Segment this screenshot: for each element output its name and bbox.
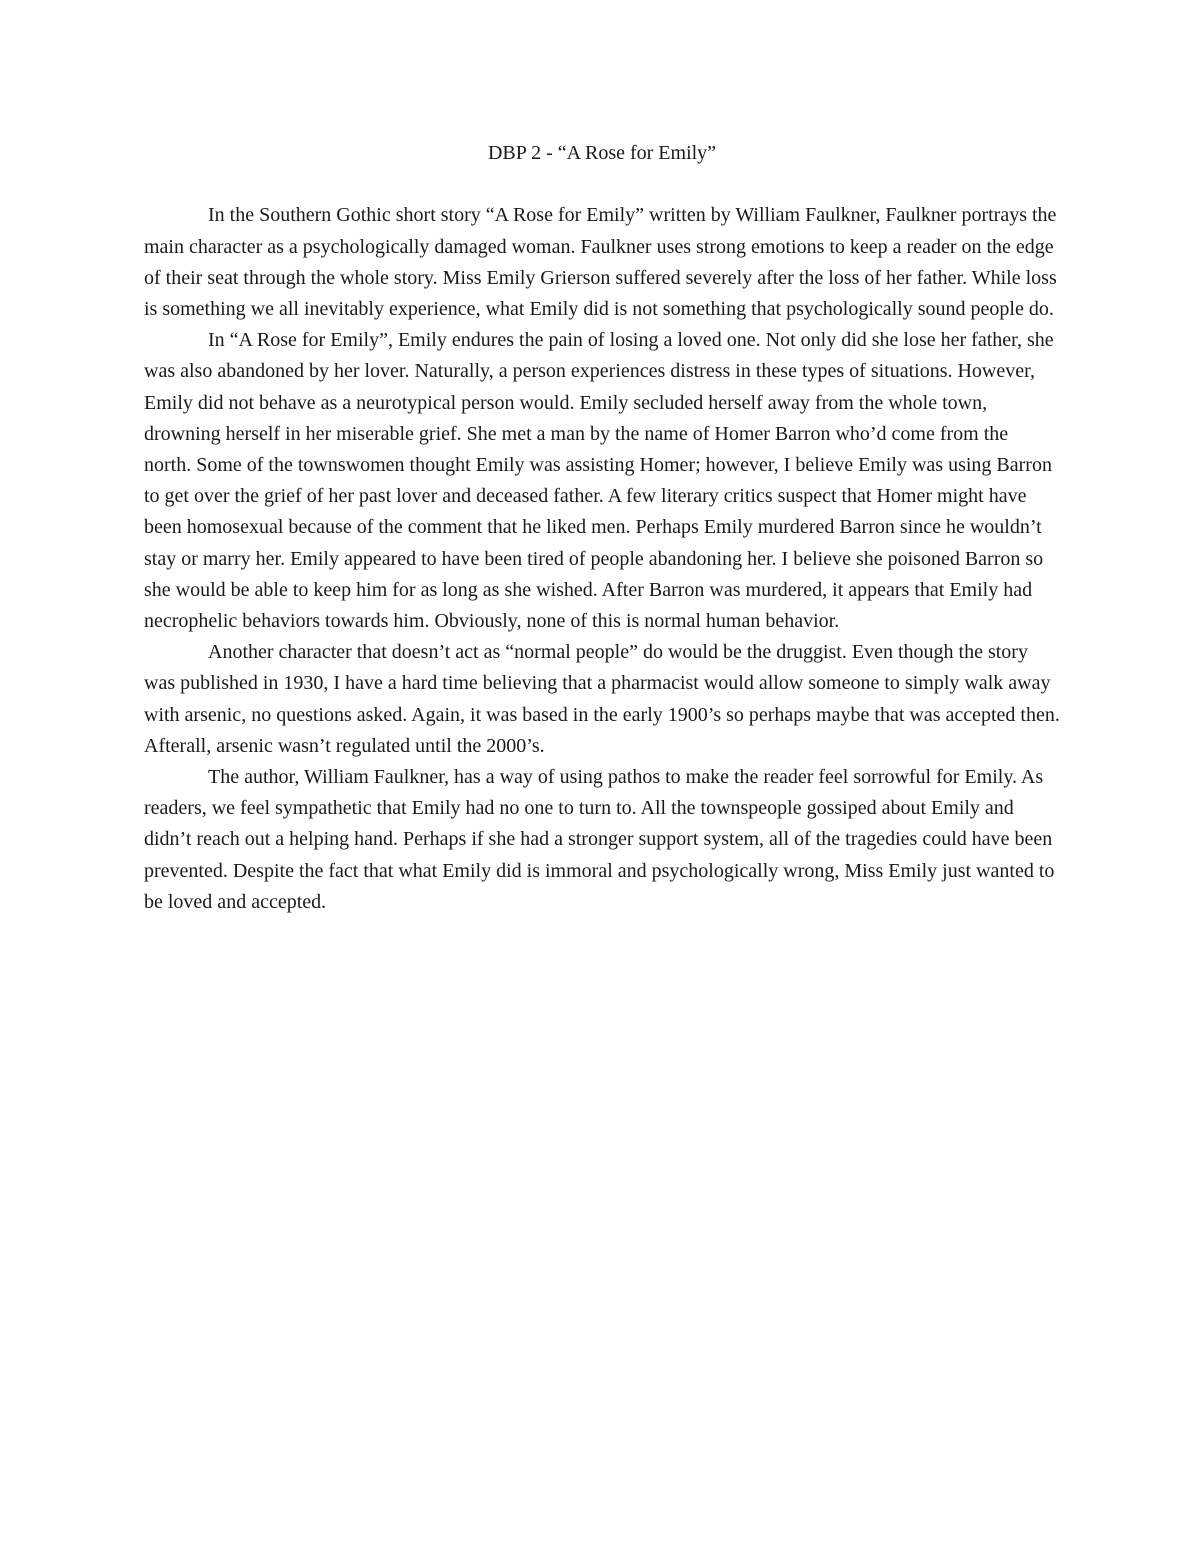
document-title: DBP 2 - “A Rose for Emily” <box>487 142 717 164</box>
paragraph-2: In “A Rose for Emily”, Emily endures the pain of losing a loved one. Not only did she lose her father, she was also abandoned by her lover. Naturally, a person experiences distress in these types of situations. However, Emily did not behave as a neurotypical person would. Emily secluded herself away from the whole town, drowning herself in her miserable grief. She met a man by the name of Homer Barron who’d come from the north. Some of the townswomen thought Emily was assisting Homer; however, I believe Emily was using Barron to get over the grief of her past lover and deceased father. A few literary critics suspect that Homer might have been homosexual because of the comment that he liked men. Perhaps Emily murdered Barron since he wouldn’t stay or marry her. Emily appeared to have been tired of people abandoning her. I believe she poisoned Barron so she would be able to keep him for as long as she wished. After Barron was murdered, it appears that Emily had necrophelic behaviors towards him. Obviously, none of this is normal human behavior. <box>144 329 1054 633</box>
paragraph-4: The author, William Faulkner, has a way of using pathos to make the reader feel sorrowful for Emily. As readers, we feel sympathetic that Emily had no one to turn to. All the townspeople gossiped about Emily and didn’t reach out a helping hand. Perhaps if she had a stronger support system, all of the tragedies could have been prevented. Despite the fact that what Emily did is immoral and psychologically wrong, Miss Emily just wanted to be loved and accepted. <box>144 766 1055 913</box>
paragraph-1: In the Southern Gothic short story “A Rose for Emily” written by William Faulkner, Faulkner portrays the main character as a psychologically damaged woman. Faulkner uses strong emotions to keep a reader on the edge of their seat through the whole story. Miss Emily Grierson suffered severely after the loss of her father. While loss is something we all inevitably experience, what Emily did is not something that psychologically sound people do. <box>144 204 1057 320</box>
paragraph-3: Another character that doesn’t act as “normal people” do would be the druggist. Even though the story was published in 1930, I have a hard time believing that a pharmacist would allow someone to simply walk away with arsenic, no questions asked. Again, it was based in the early 1900’s so perhaps maybe that was accepted then. Afterall, arsenic wasn’t regulated until the 2000’s. <box>144 641 1060 757</box>
document-body <box>144 138 1060 918</box>
